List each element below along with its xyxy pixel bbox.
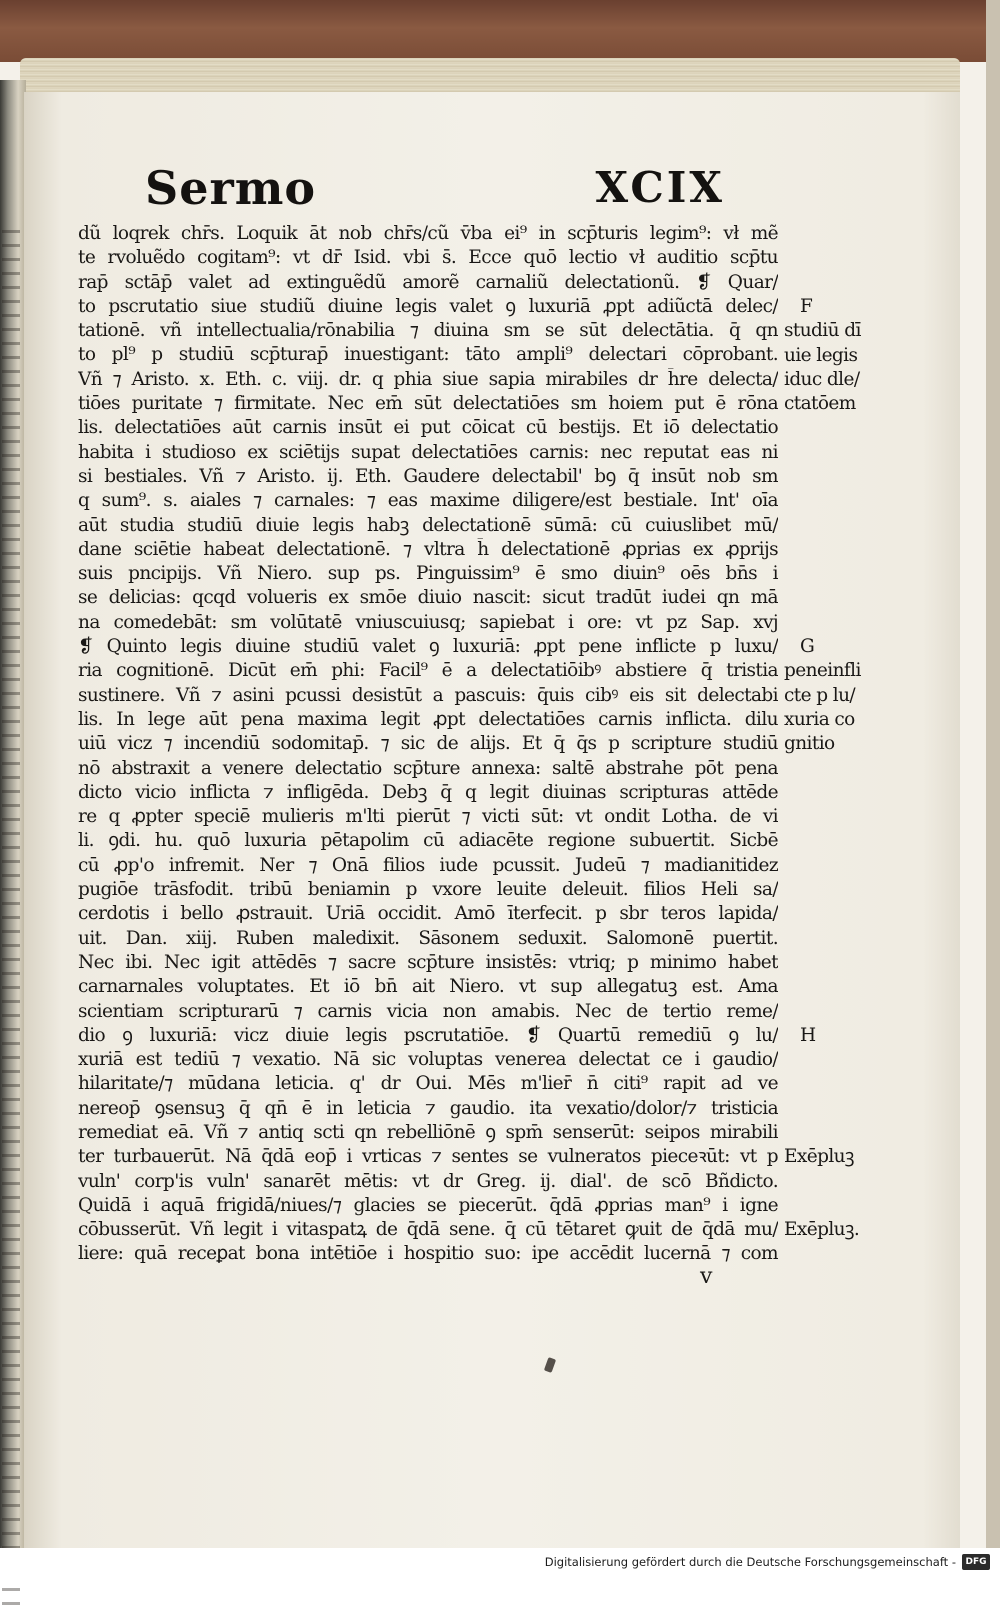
text-line: aūt studia studiū diuie legis habꝫ delectationē sūmā: cū cuiuslibet mū/ xyxy=(78,514,778,536)
body-text-block xyxy=(78,222,778,1267)
margin-note: Exēpluꝫ. xyxy=(784,1219,860,1241)
folio-number: XCIX xyxy=(595,163,725,212)
text-line: q sum⁹. s. aiales ⁊ carnales: ⁊ eas maxime diligere/est bestiale. Int' oīa xyxy=(78,490,778,512)
text-line: cerdotis i bello ꝓstrauit. Uriā occidit. Amō īterfecit. p sbr teros lapida/ xyxy=(78,903,778,925)
page-header xyxy=(145,162,725,222)
text-line: na comedebāt: sm volūtatē vniuscuiusq; sapiebat i ore: vt pz Sap. xvj xyxy=(78,611,778,633)
text-line: nō abstraxit a venere delectatio scp̄ture annexa: saltē abstrahe pōt pena xyxy=(78,757,778,779)
text-line: Vñ ⁊ Aristo. x. Eth. c. viij. dr. q phia siue sapia mirabiles dr h̄re delecta/ xyxy=(78,368,778,390)
text-line: li. ꝯdi. hu. quō luxuria pētapolim cū adiacēte regione subuertit. Sicbē xyxy=(78,830,778,852)
text-line: remediat eā. Vñ ⁊ antiq scti qn rebelliōnē ꝯ spm̄ senserūt: seipos mirabili xyxy=(78,1121,778,1143)
text-line: liere: quā receꝑat bona intētiōe i hospitio suo: ipe accēdit lucernā ⁊ com xyxy=(78,1243,778,1265)
margin-note: iduc dle/ xyxy=(784,368,860,390)
text-line: ❡ Quinto legis diuine studiū valet ꝯ luxuriā: ꝓpt pene inflicte p luxu/ xyxy=(78,636,778,658)
text-line: suis pncipijs. Vñ Niero. sup ps. Pinguissim⁹ ē smo diuin⁹ oēs bn̄s i xyxy=(78,563,778,585)
book-binding-right xyxy=(986,0,1000,1548)
catchword: v xyxy=(700,1264,713,1289)
margin-note: gnitio xyxy=(784,733,835,755)
text-line: cū ꝓp'o infremit. Ner ⁊ Onā filios iude pcussit. Judeū ⁊ madianitidez xyxy=(78,854,778,876)
margin-note: peneinfli xyxy=(784,660,861,682)
margin-note: Exēpluꝫ xyxy=(784,1146,854,1168)
text-line: re q ꝓpter speciē mulieris m'lti pierūt ⁊ victi sūt: vt ondit Lotha. de vi xyxy=(78,806,778,828)
margin-note: uie legis xyxy=(784,344,858,366)
text-line: sustinere. Vñ ⁊ asini pcussi desistūt a pascuis: q̄uis cibꝰ eis sit delectabi xyxy=(78,684,778,706)
text-line: ter turbauerūt. Nā q̄dā eop̄ i vrticas ⁊ sentes se vulneratos pieceꝛūt: vt p xyxy=(78,1146,778,1168)
text-line: lis. In lege aūt pena maxima legit ꝓpt delectatiōes carnis inflicta. dilu xyxy=(78,708,778,730)
text-line: scientiam scripturarū ⁊ carnis vicia non amabis. Nec de tertio reme/ xyxy=(78,1000,778,1022)
text-line: pugiōe trāsfodit. tribū beniamin p vxore leuite deleuit. filios Heli sa/ xyxy=(78,879,778,901)
text-line: tiōes puritate ⁊ firmitate. Nec em̄ sūt delectatiōes sm hoiem put ē rōna xyxy=(78,393,778,415)
margin-note: F xyxy=(800,295,813,317)
text-line: se delicias: qcqd volueris ex smōe diuio nascit: sicut tradūt iudei qn mā xyxy=(78,587,778,609)
facing-page-text xyxy=(2,230,20,1610)
text-line: to pscrutatio siue studiũ diuine legis valet ꝯ luxuriā ꝓpt adiũctā delec/ xyxy=(78,295,778,317)
text-line: lis. delectatiōes aūt carnis insūt ei put cōicat cū bestijs. Et iō delectatio xyxy=(78,417,778,439)
credit-bar xyxy=(0,1548,1000,1577)
margin-note: G xyxy=(800,636,815,658)
text-line: habita i studioso ex sciētijs supat delectatiōes carnis: nec reputat eas ni xyxy=(78,441,778,463)
margin-note: studiū dī xyxy=(784,320,861,342)
facing-page-curl xyxy=(0,80,26,1548)
text-line: dane sciētie habeat delectationē. ⁊ vltra h̄ delectationē ꝓprias ex ꝓprijs xyxy=(78,538,778,560)
text-line: nereop̄ ꝯsensuꝫ q̄ qn̄ ē in leticia ⁊ gaudio. ita vexatio/dolor/⁊ tristicia xyxy=(78,1097,778,1119)
margin-note: ctatōem xyxy=(784,393,856,415)
margin-note: cte p lu/ xyxy=(784,684,856,706)
text-line: carnarnales voluptates. Et iō bn̄ ait Niero. vt sup allegatuꝫ est. Ama xyxy=(78,976,778,998)
text-line: Nec ibi. Nec igit attēdēs ⁊ sacre scp̄ture insistēs: vtriq; p minimo habet xyxy=(78,951,778,973)
credit-text: Digitalisierung gefördert durch die Deutsche Forschungsgemeinschaft - xyxy=(544,1555,956,1569)
text-line: uit. Dan. xiij. Ruben maledixit. Sāsonem seduxit. Salomonē puertit. xyxy=(78,927,778,949)
running-title: Sermo xyxy=(145,161,317,215)
text-line: dũ loqrek chr̄s. Loquik āt nob chr̄s/cũ v̄ba ei⁹ in scp̄turis legim⁹: vł mẽ xyxy=(78,223,778,244)
text-line: si bestiales. Vñ ⁊ Aristo. ij. Eth. Gaudere delectabil' bꝯ q̄ insūt nob sm xyxy=(78,465,778,487)
text-line: to pl⁹ p studiū scp̄turap̄ inuestigant: tāto ampli⁹ delectari cōprobant. xyxy=(78,344,778,366)
text-line: Quidā i aquā frigidā/niues/⁊ glacies se piecerūt. q̄dā ꝓprias man⁹ i igne xyxy=(78,1194,778,1216)
book-binding-top xyxy=(0,0,990,62)
text-line: hilaritate/⁊ mūdana leticia. q' dr Oui. Mēs m'lier̄ n̄ citi⁹ rapit ad ve xyxy=(78,1073,778,1095)
margin-note: xuria co xyxy=(784,709,855,730)
text-line: ria cognitionē. Dicūt em̄ phi: Facil⁹ ē a delectatiōibꝰ abstiere q̄ tristia xyxy=(78,660,778,682)
text-line: rap̄ sctāp̄ valet ad extinguẽdũ amorẽ carnaliũ delectationũ. ❡ Quar/ xyxy=(78,271,778,293)
text-line: vuln' corp'is vuln' sanarēt mētis: vt dr Greg. ij. dial'. de scō Bñdicto. xyxy=(78,1170,778,1192)
dfg-logo: DFG xyxy=(962,1554,990,1570)
text-line: uiū vicz ⁊ incendiū sodomitap̄. ⁊ sic de alijs. Et q̄ q̄s p scripture studiū xyxy=(78,733,778,755)
text-line: dicto vicio inflicta ⁊ infligēda. Debꝫ q̄ q legit diuinas scripturas attēde xyxy=(78,781,778,803)
text-line: cōbusserūt. Vñ legit i vitaspatꝝ de q̄dā sene. q̄ cū tētaret ꝙuit de q̄dā mu/ xyxy=(78,1219,778,1241)
text-line: xuriā est tediū ⁊ vexatio. Nā sic voluptas venerea delectat ce i gaudio/ xyxy=(78,1049,778,1071)
margin-note: H xyxy=(800,1024,816,1046)
text-line: tationē. vñ intellectualia/rōnabilia ⁊ diuina sm se sūt delectātia. q̄ qn xyxy=(78,320,778,342)
text-line: dio ꝯ luxuriā: vicz diuie legis pscrutatiōe. ❡ Quartū remediū ꝯ lu/ xyxy=(78,1024,778,1046)
text-line: te rvoluẽdo cogitam⁹: vt dr̄ Isid. vbi s̄. Ecce quō lectio vł auditio scp̄tu xyxy=(78,247,778,269)
